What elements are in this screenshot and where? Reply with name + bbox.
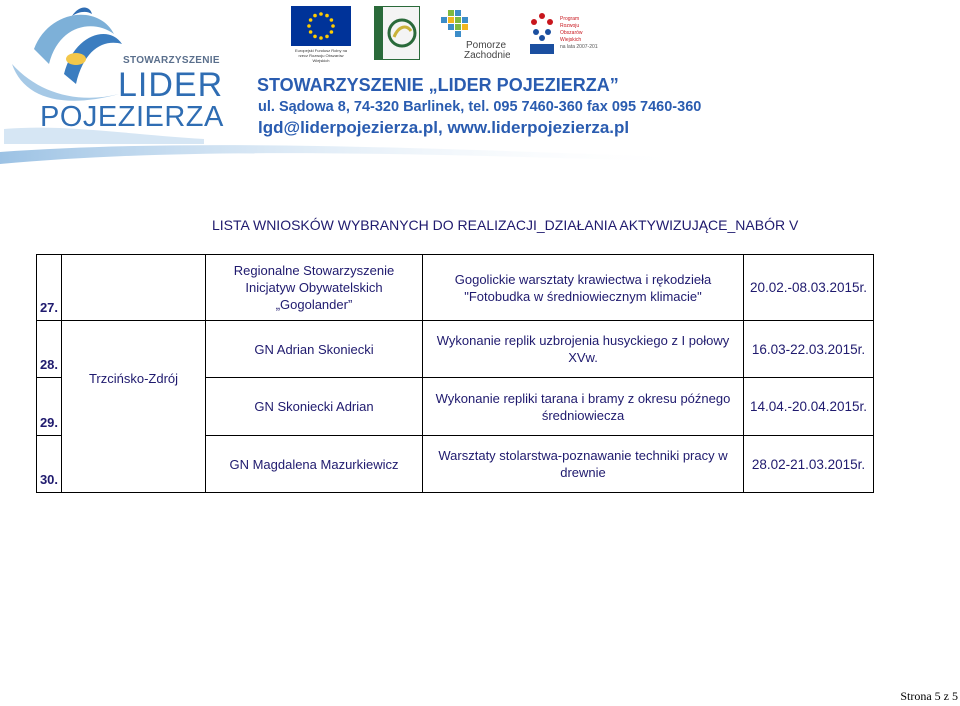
svg-text:Wiejskich: Wiejskich (560, 37, 582, 43)
row-number: 27. (37, 255, 62, 321)
applicant-cell: Regionalne Stowarzyszenie Inicjatyw Obywatelskich „Gogolander” (206, 255, 423, 321)
eu-flag-logo (291, 6, 351, 62)
town-cell: Trzcińsko-Zdrój (62, 321, 206, 436)
pomorze-mosaic-icon (436, 6, 510, 62)
eu-caption: Europejski Fundusz Rolny na rzecz Rozwoju Obszarów Wiejskich (294, 48, 348, 63)
applications-table (36, 254, 874, 493)
header-sweep-decoration (0, 120, 700, 180)
date-cell: 14.04.-20.04.2015r. (744, 378, 874, 436)
town-cell (62, 255, 206, 321)
prow-logo (526, 6, 598, 62)
svg-text:Pomorze: Pomorze (466, 40, 507, 51)
date-cell: 20.02.-08.03.2015r. (744, 255, 874, 321)
date-cell: 28.02-21.03.2015r. (744, 436, 874, 493)
task-cell: Wykonanie repliki tarana i bramy z okresu późnego średniowiecza (423, 378, 744, 436)
org-address: ul. Sądowa 8, 74-320 Barlinek, tel. 095 7460-360 fax 095 7460-360 (258, 99, 702, 115)
svg-text:Rozwoju: Rozwoju (560, 23, 580, 29)
task-cell: Wykonanie replik uzbrojenia husyckiego z I połowy XVw. (423, 321, 744, 378)
task-cell: Gogolickie warsztaty krawiectwa i rękodzieła "Fotobudka w średniowiecznym klimacie" (423, 255, 744, 321)
org-contact: lgd@liderpojezierza.pl, www.liderpojezierza.pl (258, 118, 630, 137)
svg-text:Zachodnie: Zachodnie (464, 50, 510, 61)
leader-emblem-icon (375, 7, 419, 59)
date-cell: 16.03-22.03.2015r. (744, 321, 874, 378)
leader-logo (374, 6, 420, 60)
prow-emblem-icon (526, 6, 598, 62)
applicant-cell: GN Skoniecki Adrian (206, 378, 423, 436)
org-name: STOWARZYSZENIE „LIDER POJEZIERZA” (257, 75, 619, 95)
svg-text:na lata 2007-2013: na lata 2007-2013 (560, 44, 598, 50)
applicant-cell: GN Magdalena Mazurkiewicz (206, 436, 423, 493)
task-cell: Warsztaty stolarstwa-poznawanie techniki pracy w drewnie (423, 436, 744, 493)
page-title: LISTA WNIOSKÓW WYBRANYCH DO REALIZACJI_DZIAŁANIA AKTYWIZUJĄCE_NABÓR V (212, 217, 799, 233)
applicant-cell: GN Adrian Skoniecki (206, 321, 423, 378)
table-row (37, 321, 874, 378)
logo-line1: LIDER (118, 66, 224, 104)
page-number: Strona 5 z 5 (900, 689, 958, 703)
row-number: 29. (37, 378, 62, 436)
logo-line2: POJEZIERZA (40, 101, 224, 133)
town-cell (62, 436, 206, 493)
pomorze-zachodnie-logo (436, 6, 510, 62)
row-number: 28. (37, 321, 62, 378)
eu-stars-icon (291, 6, 351, 46)
logo-small-text: STOWARZYSZENIE (123, 55, 220, 66)
svg-text:Program: Program (560, 16, 580, 22)
svg-text:Obszarów: Obszarów (560, 30, 583, 36)
row-number: 30. (37, 436, 62, 493)
table-row (37, 255, 874, 321)
table-row (37, 436, 874, 493)
